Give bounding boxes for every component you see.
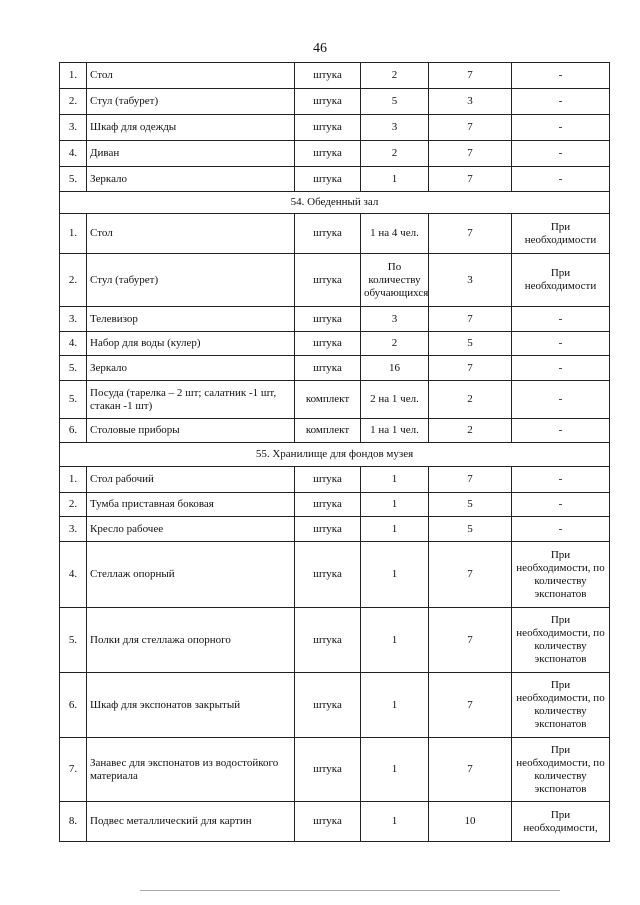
item-note: -	[512, 141, 610, 167]
item-name: Стол	[87, 214, 295, 254]
item-name: Тумба приставная боковая	[87, 493, 295, 517]
item-name: Стул (табурет)	[87, 254, 295, 307]
item-quantity: 1 на 1 чел.	[361, 419, 429, 443]
table-row	[60, 167, 610, 192]
item-unit: штука	[295, 738, 361, 802]
item-service-life: 7	[429, 542, 512, 608]
item-name: Зеркало	[87, 167, 295, 192]
item-note: -	[512, 381, 610, 419]
item-name: Стол рабочий	[87, 467, 295, 493]
item-name: Шкаф для одежды	[87, 115, 295, 141]
row-number: 3.	[60, 307, 87, 332]
item-name: Стул (табурет)	[87, 89, 295, 115]
item-service-life: 7	[429, 738, 512, 802]
table-row	[60, 89, 610, 115]
item-quantity: 1	[361, 517, 429, 542]
item-unit: штука	[295, 63, 361, 89]
item-note: -	[512, 332, 610, 356]
item-unit: штука	[295, 307, 361, 332]
item-unit: комплект	[295, 419, 361, 443]
table-row	[60, 115, 610, 141]
item-note: При необходимости	[512, 214, 610, 254]
table-row	[60, 738, 610, 802]
item-quantity: 1 на 4 чел.	[361, 214, 429, 254]
row-number: 1.	[60, 63, 87, 89]
section-title: 54. Обеденный зал	[60, 192, 610, 214]
item-service-life: 5	[429, 517, 512, 542]
item-unit: штука	[295, 141, 361, 167]
item-name: Зеркало	[87, 356, 295, 381]
table-row	[60, 673, 610, 738]
item-quantity: 1	[361, 167, 429, 192]
table-row	[60, 493, 610, 517]
table-row	[60, 214, 610, 254]
row-number: 1.	[60, 467, 87, 493]
row-number: 5.	[60, 356, 87, 381]
table-row	[60, 419, 610, 443]
item-service-life: 7	[429, 467, 512, 493]
item-note: При необходимости, по количеству экспонатов	[512, 608, 610, 673]
item-note: -	[512, 517, 610, 542]
table-row	[60, 542, 610, 608]
item-service-life: 5	[429, 332, 512, 356]
row-number: 4.	[60, 141, 87, 167]
item-note: При необходимости, по количеству экспонатов	[512, 542, 610, 608]
item-note: -	[512, 167, 610, 192]
item-unit: штука	[295, 332, 361, 356]
table-row	[60, 63, 610, 89]
table-row	[60, 307, 610, 332]
item-quantity: 1	[361, 467, 429, 493]
item-note: -	[512, 63, 610, 89]
item-unit: штука	[295, 608, 361, 673]
row-number: 4.	[60, 542, 87, 608]
item-service-life: 2	[429, 419, 512, 443]
row-number: 7.	[60, 738, 87, 802]
row-number: 3.	[60, 115, 87, 141]
item-quantity: 5	[361, 89, 429, 115]
item-name: Кресло рабочее	[87, 517, 295, 542]
table-row	[60, 802, 610, 842]
item-service-life: 7	[429, 356, 512, 381]
item-note: При необходимости, по количеству экспонатов	[512, 673, 610, 738]
section-row	[60, 443, 610, 467]
item-service-life: 2	[429, 381, 512, 419]
item-quantity: 1	[361, 802, 429, 842]
item-note: -	[512, 467, 610, 493]
row-number: 6.	[60, 419, 87, 443]
item-quantity: 1	[361, 738, 429, 802]
item-service-life: 3	[429, 89, 512, 115]
item-name: Стол	[87, 63, 295, 89]
row-number: 3.	[60, 517, 87, 542]
item-name: Столовые приборы	[87, 419, 295, 443]
row-number: 2.	[60, 89, 87, 115]
item-note: -	[512, 115, 610, 141]
item-service-life: 7	[429, 307, 512, 332]
row-number: 5.	[60, 167, 87, 192]
table-row	[60, 356, 610, 381]
item-quantity: 1	[361, 673, 429, 738]
item-note: -	[512, 493, 610, 517]
item-quantity: 2 на 1 чел.	[361, 381, 429, 419]
item-quantity: 3	[361, 115, 429, 141]
bottom-divider	[140, 890, 560, 891]
item-unit: штука	[295, 493, 361, 517]
item-name: Шкаф для экспонатов закрытый	[87, 673, 295, 738]
item-quantity: 1	[361, 608, 429, 673]
item-unit: штука	[295, 167, 361, 192]
row-number: 5.	[60, 381, 87, 419]
item-unit: штука	[295, 542, 361, 608]
item-note: -	[512, 307, 610, 332]
item-name: Диван	[87, 141, 295, 167]
item-name: Занавес для экспонатов из водостойкого материала	[87, 738, 295, 802]
item-service-life: 7	[429, 63, 512, 89]
table-row	[60, 332, 610, 356]
item-quantity: 2	[361, 332, 429, 356]
item-quantity: 1	[361, 542, 429, 608]
item-name: Полки для стеллажа опорного	[87, 608, 295, 673]
page-number: 46	[313, 41, 327, 56]
item-unit: штука	[295, 115, 361, 141]
item-unit: штука	[295, 517, 361, 542]
table-row	[60, 381, 610, 419]
item-unit: штука	[295, 467, 361, 493]
table-row	[60, 608, 610, 673]
item-quantity: 3	[361, 307, 429, 332]
item-service-life: 10	[429, 802, 512, 842]
item-note: При необходимости	[512, 254, 610, 307]
item-quantity: 16	[361, 356, 429, 381]
row-number: 5.	[60, 608, 87, 673]
item-service-life: 7	[429, 141, 512, 167]
item-name: Подвес металлический для картин	[87, 802, 295, 842]
item-unit: штука	[295, 254, 361, 307]
table-row	[60, 141, 610, 167]
item-service-life: 3	[429, 254, 512, 307]
item-name: Стеллаж опорный	[87, 542, 295, 608]
item-note: При необходимости, по количеству экспонатов	[512, 738, 610, 802]
item-unit: штука	[295, 673, 361, 738]
row-number: 4.	[60, 332, 87, 356]
item-quantity: По количеству обучающихся	[361, 254, 429, 307]
item-quantity: 1	[361, 493, 429, 517]
row-number: 8.	[60, 802, 87, 842]
row-number: 1.	[60, 214, 87, 254]
row-number: 2.	[60, 254, 87, 307]
equipment-table	[59, 62, 610, 842]
item-unit: штука	[295, 802, 361, 842]
item-service-life: 7	[429, 167, 512, 192]
item-service-life: 7	[429, 608, 512, 673]
row-number: 6.	[60, 673, 87, 738]
item-service-life: 7	[429, 115, 512, 141]
row-number: 2.	[60, 493, 87, 517]
item-name: Набор для воды (кулер)	[87, 332, 295, 356]
table-row	[60, 254, 610, 307]
item-name: Посуда (тарелка – 2 шт; салатник -1 шт, стакан -1 шт)	[87, 381, 295, 419]
item-unit: штука	[295, 89, 361, 115]
section-row	[60, 192, 610, 214]
item-note: -	[512, 419, 610, 443]
table-row	[60, 517, 610, 542]
item-unit: штука	[295, 356, 361, 381]
item-note: -	[512, 356, 610, 381]
table-row	[60, 467, 610, 493]
item-service-life: 7	[429, 214, 512, 254]
item-unit: комплект	[295, 381, 361, 419]
item-quantity: 2	[361, 63, 429, 89]
section-title: 55. Хранилище для фондов музея	[60, 443, 610, 467]
item-service-life: 5	[429, 493, 512, 517]
item-quantity: 2	[361, 141, 429, 167]
item-note: При необходимости,	[512, 802, 610, 842]
item-unit: штука	[295, 214, 361, 254]
item-service-life: 7	[429, 673, 512, 738]
item-name: Телевизор	[87, 307, 295, 332]
item-note: -	[512, 89, 610, 115]
